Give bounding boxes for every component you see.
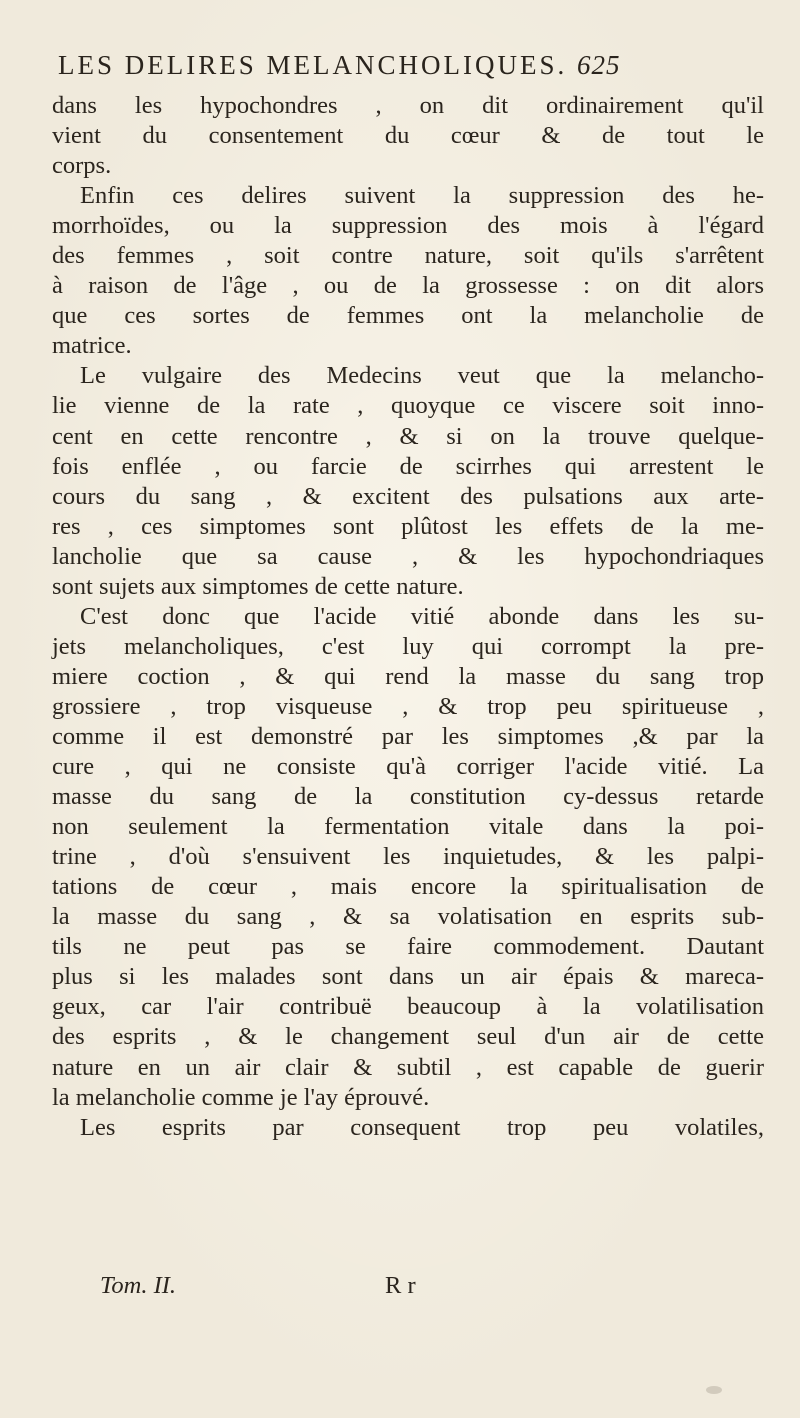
running-header	[58, 50, 758, 81]
text-line: tils ne peut pas se faire commodement. Dautant	[52, 933, 764, 961]
text-line: nature en un air clair & subtil , est capable de guerir	[52, 1053, 764, 1081]
running-title: LES DELIRES MELANCHOLIQUES.	[58, 50, 568, 80]
text-line: sont sujets aux simptomes de cette nature.	[52, 572, 464, 600]
text-line: fois enflée , ou farcie de scirrhes qui arrestent le	[52, 452, 764, 480]
text-line: geux, car l'air contribuë beaucoup à la volatilisation	[52, 993, 764, 1021]
text-line: Enfin ces delires suivent la suppression des he-	[80, 182, 764, 210]
text-line: jets melancholiques, c'est luy qui corrompt la pre-	[52, 632, 764, 660]
text-line: Le vulgaire des Medecins veut que la melancho-	[80, 362, 764, 390]
text-line: lancholie que sa cause , & les hypochondriaques	[52, 542, 764, 570]
text-line: tations de cœur , mais encore la spiritualisation de	[52, 873, 764, 901]
text-line: que ces sortes de femmes ont la melancholie de	[52, 302, 764, 330]
page-footer	[100, 1272, 520, 1300]
text-line: dans les hypochondres , on dit ordinairement qu'il	[52, 92, 764, 119]
page-number: 625	[576, 50, 621, 80]
paper-stain	[706, 1386, 722, 1394]
text-line: grossiere , trop visqueuse , & trop peu spiritueuse ,	[52, 692, 764, 720]
text-line: comme il est demonstré par les simptomes ,& par la	[52, 722, 764, 750]
text-line: des femmes , soit contre nature, soit qu'ils s'arrêtent	[52, 242, 764, 270]
text-line: vient du consentement du cœur & de tout le	[52, 122, 764, 150]
text-line: cours du sang , & excitent des pulsations aux arte-	[52, 482, 764, 510]
text-line: res , ces simptomes sont plûtost les effets de la me-	[52, 512, 764, 540]
body-text	[52, 91, 764, 1143]
text-line: à raison de l'âge , ou de la grossesse : on dit alors	[52, 272, 764, 300]
text-line: plus si les malades sont dans un air épais & mareca-	[52, 963, 764, 991]
text-line: miere coction , & qui rend la masse du sang trop	[52, 662, 764, 690]
text-line: cure , qui ne consiste qu'à corriger l'acide vitié. La	[52, 753, 764, 781]
text-line: morrhoïdes, ou la suppression des mois à l'égard	[52, 212, 764, 240]
text-line: corps.	[52, 152, 112, 180]
text-line: la masse du sang , & sa volatisation en esprits sub-	[52, 903, 764, 931]
signature-mark: R r	[385, 1272, 416, 1299]
text-line: cent en cette rencontre , & si on la trouve quelque-	[52, 422, 764, 450]
text-line: lie vienne de la rate , quoyque ce viscere soit inno-	[52, 392, 764, 420]
text-line: matrice.	[52, 332, 132, 360]
text-line: des esprits , & le changement seul d'un air de cette	[52, 1023, 764, 1051]
text-line: Les esprits par consequent trop peu volatiles,	[80, 1113, 764, 1141]
text-line: non seulement la fermentation vitale dans la poi-	[52, 813, 764, 841]
text-line: la melancholie comme je l'ay éprouvé.	[52, 1083, 430, 1111]
volume-mark: Tom. II.	[100, 1272, 177, 1299]
text-line: masse du sang de la constitution cy-dessus retarde	[52, 783, 764, 811]
text-line: trine , d'où s'ensuivent les inquietudes, & les palpi-	[52, 843, 764, 871]
text-line: C'est donc que l'acide vitié abonde dans les su-	[80, 602, 764, 630]
